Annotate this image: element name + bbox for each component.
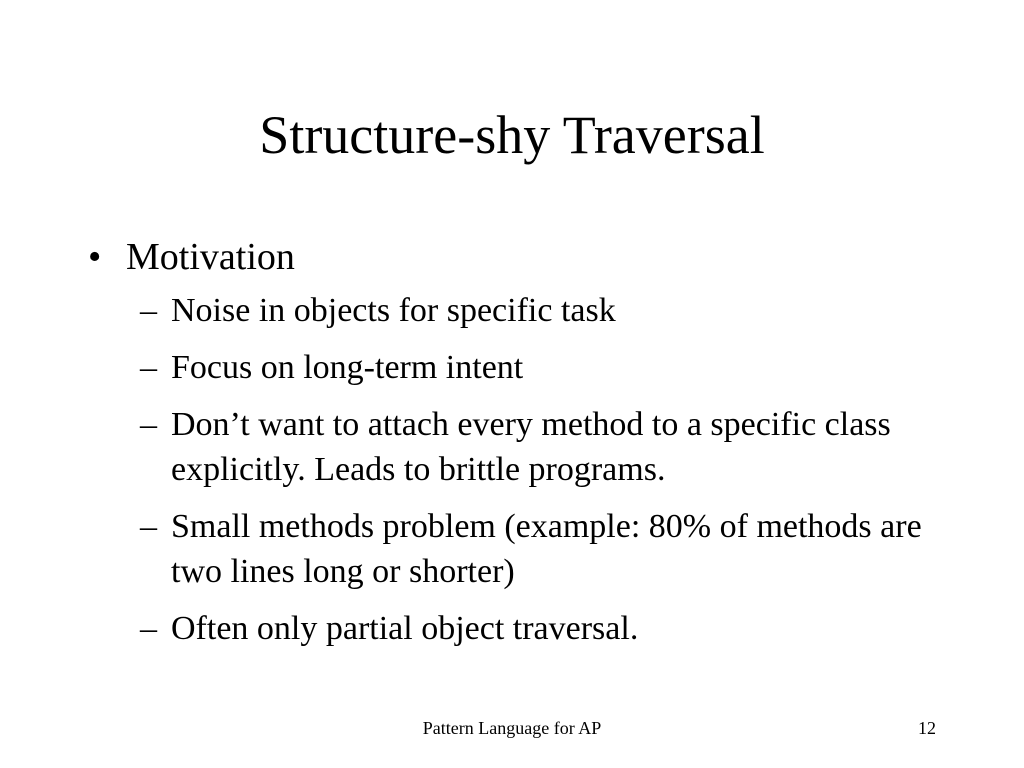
sub-bullet-text: Focus on long-term intent [171, 349, 524, 386]
bullet-item [88, 232, 968, 282]
sub-bullet-item [88, 504, 968, 594]
dash-icon: – [140, 349, 157, 386]
sub-bullet-item [88, 606, 968, 651]
sub-bullet-item [88, 288, 968, 333]
bullet-text: Motivation [126, 236, 295, 278]
dash-icon: – [140, 508, 157, 545]
sub-bullet-text: Small methods problem (example: 80% of methods are two lines long or shorter) [171, 508, 922, 590]
dash-icon: – [140, 406, 157, 443]
sub-bullet-item [88, 402, 968, 492]
slide-content [88, 232, 968, 663]
sub-bullet-text: Noise in objects for specific task [171, 292, 616, 329]
bullet-icon: • [88, 236, 102, 278]
slide-title: Structure-shy Traversal [259, 105, 765, 165]
footer-label: Pattern Language for AP [422, 718, 602, 738]
dash-icon: – [140, 292, 157, 329]
sub-bullet-text: Often only partial object traversal. [171, 610, 639, 647]
sub-bullet-item [88, 345, 968, 390]
sub-bullet-text: Don’t want to attach every method to a specific class explicitly. Leads to brittle programs. [171, 406, 891, 488]
dash-icon: – [140, 610, 157, 647]
sub-bullet-list [88, 288, 968, 651]
page-number: 12 [918, 718, 936, 738]
